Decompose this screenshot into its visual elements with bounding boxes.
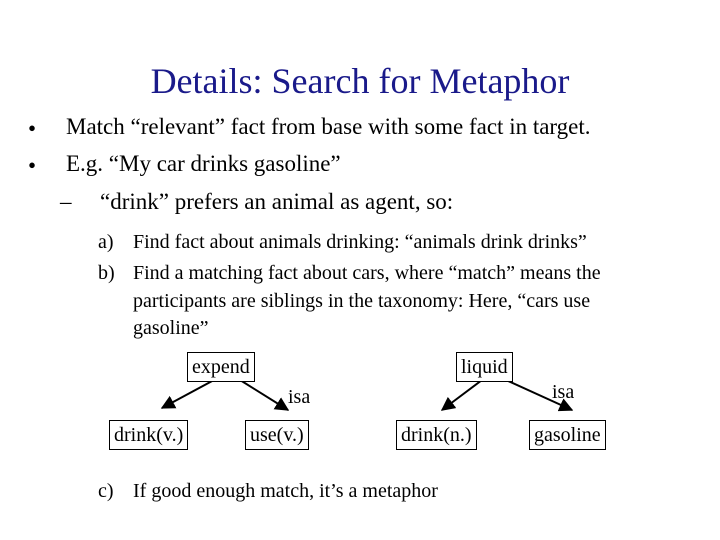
node-drink-verb: drink(v.) [109,420,188,450]
isa-label-left: isa [288,386,311,408]
step-b-line-3: gasoline” [133,317,209,339]
step-c-text: If good enough match, it’s a metaphor [133,480,438,502]
arrow-liquid-to-drink-n [442,380,482,410]
slide-title: Details: Search for Metaphor [150,61,570,101]
node-liquid: liquid [456,352,513,382]
bullet-marker: • [28,116,37,141]
bullet-marker: • [28,153,37,178]
bullet-text-example: E.g. “My car drinks gasoline” [66,151,341,176]
sub-bullet-marker: – [60,189,72,214]
bullet-text-match: Match “relevant” fact from base with some fact in target. [66,114,591,139]
node-expend: expend [187,352,255,382]
node-drink-noun: drink(n.) [396,420,477,450]
sub-bullet-text: “drink” prefers an animal as agent, so: [100,189,454,214]
step-b-line-2: participants are siblings in the taxonomy: Here, “cars use [133,290,591,312]
step-a-text: Find fact about animals drinking: “animals drink drinks” [133,231,587,253]
isa-label-right: isa [552,381,575,403]
arrow-expend-to-use-v [240,380,288,410]
node-gasoline: gasoline [529,420,606,450]
step-marker-b: b) [98,262,115,284]
arrow-expend-to-drink-v [162,380,214,408]
step-marker-c: c) [98,480,114,502]
step-b-line-1: Find a matching fact about cars, where “match” means the [133,262,601,284]
node-use-verb: use(v.) [245,420,309,450]
step-marker-a: a) [98,231,114,253]
